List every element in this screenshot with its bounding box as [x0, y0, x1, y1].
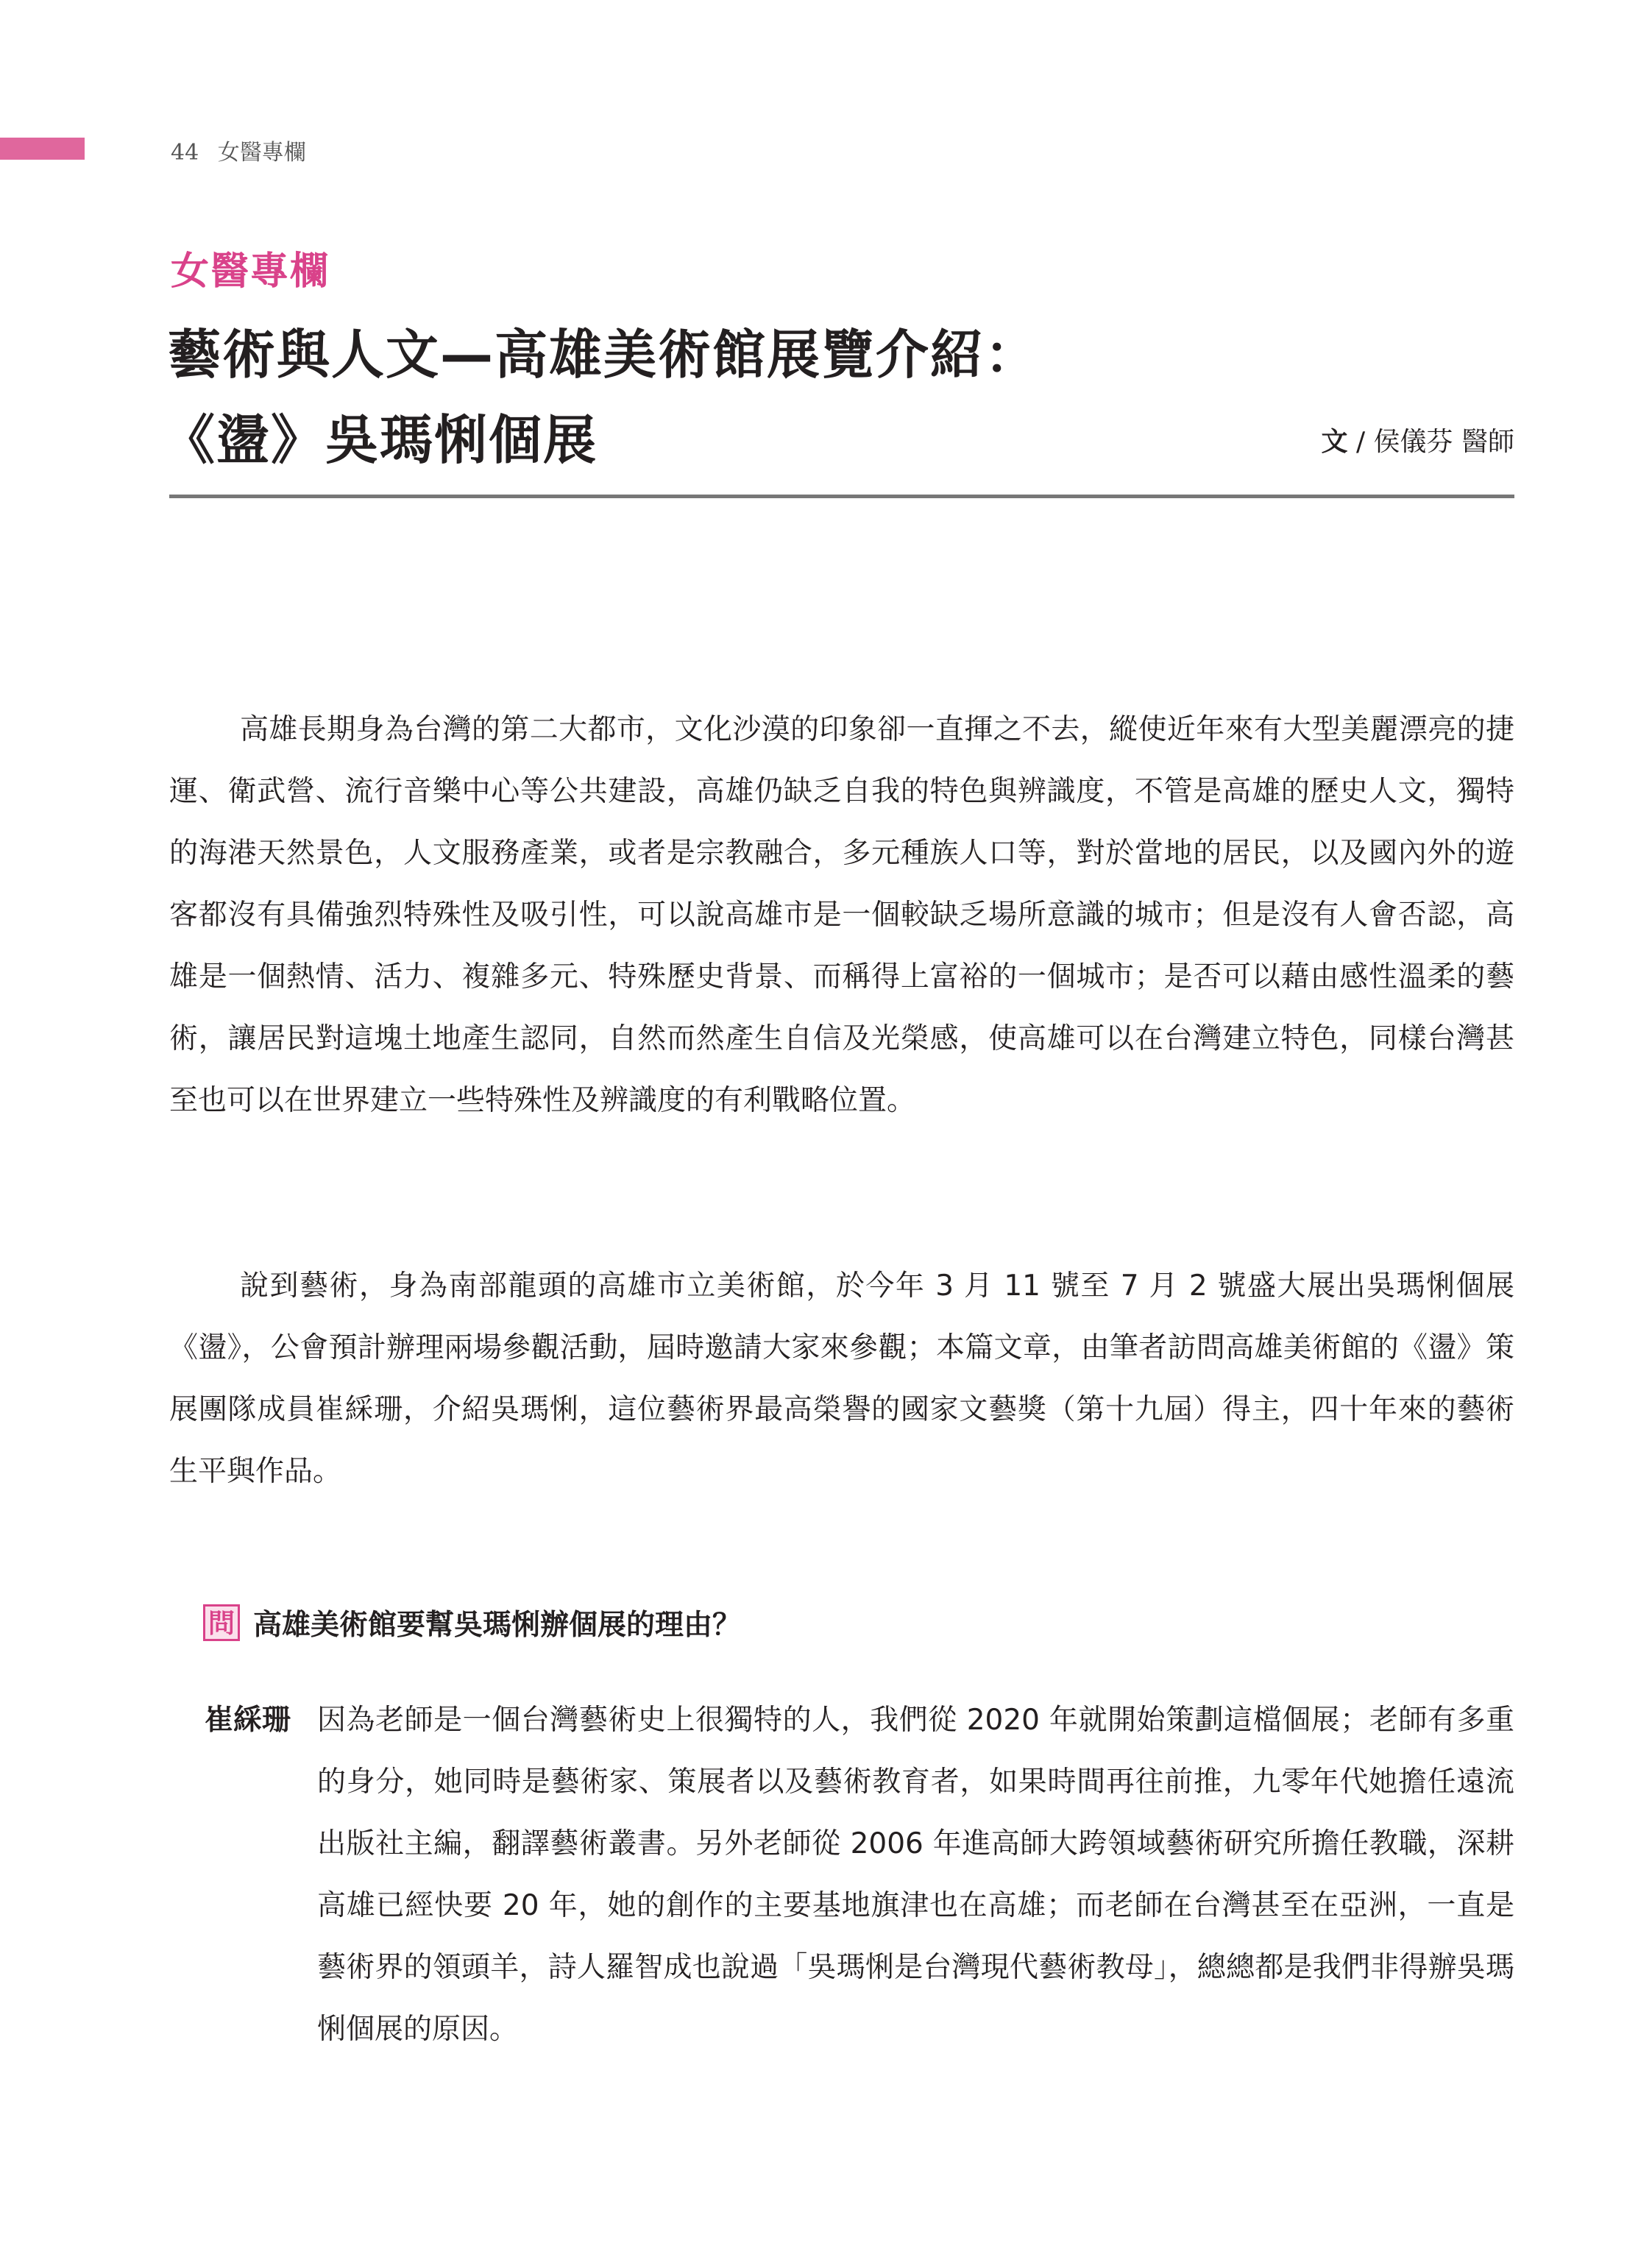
title-divider	[169, 495, 1514, 498]
byline	[1322, 421, 1515, 458]
running-head-section: 女醫專欄	[217, 140, 306, 166]
answer-text: 因為老師是一個台灣藝術史上很獨特的人，我們從 2020 年就開始策劃這檔個展；老師有多重的身分，她同時是藝術家、策展者以及藝術教育者，如果時間再往前推，九零年代她擔任遠流出版社主編，翻譯藝術叢書。另外老師從 2006 年進高師大跨領域藝術研究所擔任教職，深耕高雄已經快要 20 年，她的創作的主要基地旗津也在高雄；而老師在台灣甚至在亞洲，一直是藝術界的領頭羊，詩人羅智成也說過「吳瑪悧是台灣現代藝術教母」，總總都是我們非得辦吳瑪悧個展的原因。	[317, 1704, 1514, 2046]
running-head	[171, 134, 306, 166]
body-paragraph: 高雄長期身為台灣的第二大都市，文化沙漠的印象卻一直揮之不去，縱使近年來有大型美麗漂亮的捷運、衛武營、流行音樂中心等公共建設，高雄仍缺乏自我的特色與辨識度，不管是高雄的歷史人文，獨特的海港天然景色，人文服務產業，或者是宗教融合，多元種族人口等，對於當地的居民，以及國內外的遊客都沒有具備強烈特殊性及吸引性，可以說高雄市是一個較缺乏場所意識的城市；但是沒有人會否認，高雄是一個熱情、活力、複雜多元、特殊歷史背景、而稱得上富裕的一個城市；是否可以藉由感性溫柔的藝術，讓居民對這塊土地產生認同，自然而然產生自信及光榮感，使高雄可以在台灣建立特色，同樣台灣甚至也可以在世界建立一些特殊性及辨識度的有利戰略位置。	[169, 713, 1514, 1117]
body-paragraph: 說到藝術，身為南部龍頭的高雄市立美術館，於今年 3 月 11 號至 7 月 2 號盛大展出吳瑪悧個展《盪》，公會預計辦理兩場參觀活動，屆時邀請大家來參觀；本篇文章，由筆者訪問高雄美術館的《盪》策展團隊成員崔綵珊，介紹吳瑪悧，這位藝術界最高榮譽的國家文藝獎（第十九屆）得主，四十年來的藝術生平與作品。	[169, 1269, 1514, 1488]
answer-speaker: 崔綵珊	[205, 1704, 291, 1737]
article-title-line1: 藝術與人文—高雄美術館展覽介紹：	[168, 324, 1040, 386]
header-accent-bar	[0, 138, 85, 160]
page-number: 44	[171, 140, 199, 166]
byline-author: / 侯儀芬 醫師	[1355, 427, 1514, 457]
column-label: 女醫專欄	[171, 249, 330, 294]
question-badge: 問	[203, 1604, 240, 1641]
article-title-line2: 《盪》吳瑪悧個展	[162, 409, 598, 471]
question-text: 高雄美術館要幫吳瑪悧辦個展的理由？	[253, 1609, 742, 1642]
byline-prefix: 文	[1321, 427, 1348, 457]
interview-question	[203, 1602, 741, 1643]
